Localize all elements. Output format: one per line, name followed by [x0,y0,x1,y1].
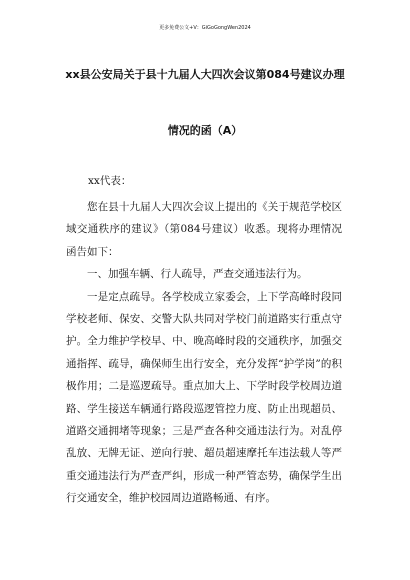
document-title-line-2: 情况的函（A） [167,124,243,137]
header-note: 更多免费公文+V：GiGoGongWen2024 [159,25,251,31]
document-title-line-1: xx县公安局关于县十九届人大四次会议第084号建议办理 [65,68,345,81]
paragraph-measures: 一是定点疏导。各学校成立家委会，上下学高峰时段同学校老师、保安、交警大队共同对学校门前道路实行重点守护。全力维护学校早、中、晚高峰时段的交通秩序，加强交通指挥、疏导，确保师生出行安全，充分发挥“护学岗”的积极作用；二是巡逻疏导。重点加大上、下学时段学校周边道路、学生接送车辆通行路段巡逻管控力度、防止出现超员、道路交通拥堵等现象；三是严查各种交通违法行为。对乱停乱放、无牌无证、逆向行驶、超员超速摩托车违法载人等严重交通违法行为严查严纠，形成一种严管态势，确保学生出行交通安全，维护校园周边道路畅通、有序。 [66,290,342,505]
salutation: xx代表： [88,175,132,187]
document-body [66,196,342,510]
paragraph-section-heading: 一、加强车辆、行人疏导，严查交通违法行为。 [87,268,308,281]
paragraph-intro: 您在县十九届人大四次会议上提出的《关于规范学校区域交通秩序的建议》（第084号建议）收悉。现将办理情况函告如下： [66,201,342,258]
